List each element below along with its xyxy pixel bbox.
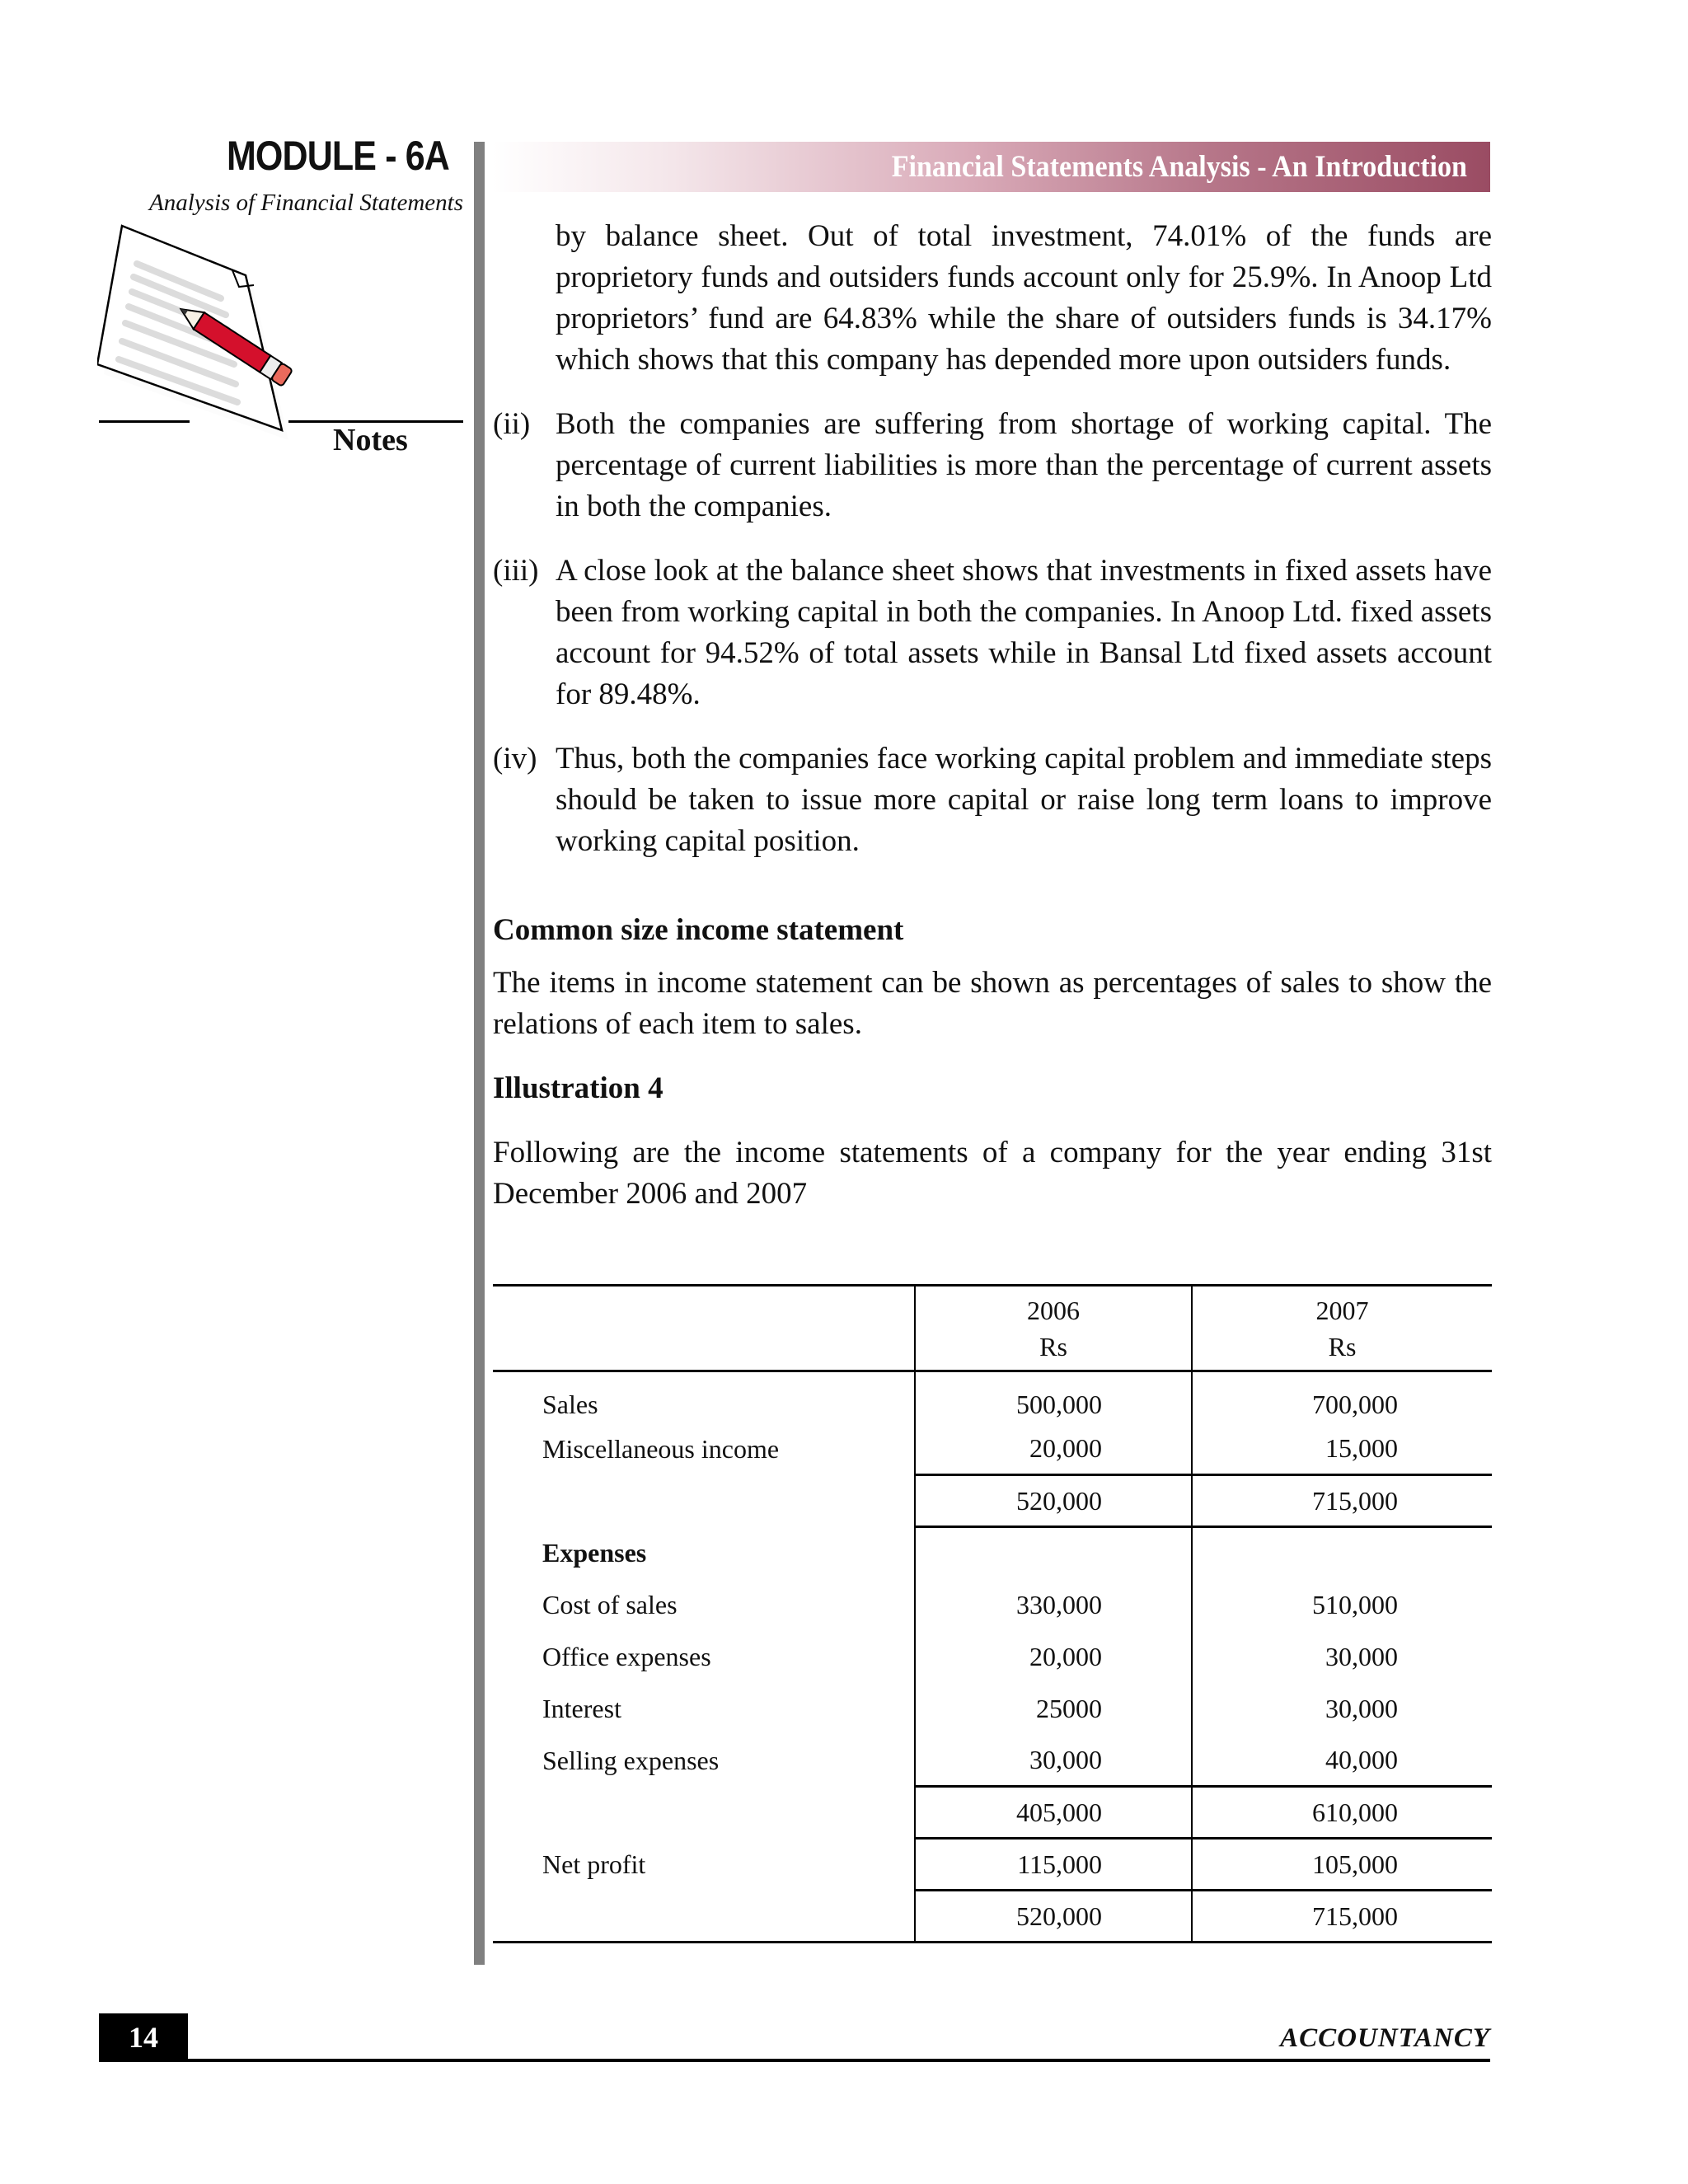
header-cell-2006 — [915, 1286, 1192, 1371]
header-cell-2007 — [1192, 1286, 1492, 1371]
table-row — [493, 1371, 1492, 1423]
column-year: 2006 — [1027, 1295, 1080, 1325]
value-2007: 715,000 — [1192, 1475, 1492, 1527]
value-2006: 405,000 — [915, 1787, 1192, 1839]
continuation-paragraph: by balance sheet. Out of total investment, 74.01% of the funds are proprietory funds and outsiders funds account only for 25.9%. In Anoop Ltd proprietors’ fund are 64.83% while the share of outsiders funds is 34.17% which shows that this company has depended more upon outsiders funds. — [556, 219, 1492, 377]
value-2007: 40,000 — [1192, 1735, 1492, 1787]
row-label — [493, 1787, 915, 1839]
list-item — [493, 404, 1492, 527]
income-statement-table — [493, 1284, 1492, 1943]
list-text: Thus, both the companies face working capital problem and immediate steps should be taken to issue more capital or raise long term loans to improve working capital position. — [556, 742, 1492, 858]
column-year: 2007 — [1315, 1295, 1369, 1325]
page-number: 14 — [99, 2013, 188, 2061]
notes-label: Notes — [333, 423, 408, 457]
illustration-heading: Illustration 4 — [493, 1071, 663, 1105]
table-row-section — [493, 1527, 1492, 1579]
section-paragraph: The items in income statement can be shown as percentages of sales to show the relations of each item to sales. — [493, 966, 1492, 1041]
chapter-title: Financial Statements Analysis - An Introduction — [891, 150, 1467, 184]
notes-divider-left — [99, 420, 190, 423]
table-row-subtotal — [493, 1787, 1492, 1839]
page-content — [493, 216, 1492, 1215]
value-2007: 510,000 — [1192, 1579, 1492, 1631]
value-2006: 20,000 — [915, 1631, 1192, 1683]
value-2006: 115,000 — [915, 1839, 1192, 1891]
module-title: MODULE - 6A — [226, 133, 449, 179]
value-2006: 330,000 — [915, 1579, 1192, 1631]
value-2006: 500,000 — [915, 1371, 1192, 1423]
section-heading: Common size income statement — [493, 913, 904, 947]
list-item — [493, 551, 1492, 715]
chapter-header-band — [493, 142, 1490, 192]
row-label: Net profit — [542, 1849, 646, 1879]
table-row-subtotal — [493, 1475, 1492, 1527]
row-label: Sales — [542, 1390, 598, 1420]
value-2007: 105,000 — [1192, 1839, 1492, 1891]
row-label: Cost of sales — [542, 1589, 678, 1619]
table-row — [493, 1735, 1492, 1787]
row-label — [493, 1891, 915, 1943]
list-number: (iv) — [493, 742, 537, 776]
value-2007: 30,000 — [1192, 1683, 1492, 1735]
value-2007: 30,000 — [1192, 1631, 1492, 1683]
book-title: ACCOUNTANCY — [1280, 2023, 1490, 2053]
table-header-row — [493, 1286, 1492, 1371]
list-number: (iii) — [493, 554, 539, 588]
value-2007: 610,000 — [1192, 1787, 1492, 1839]
margin-divider-bar — [474, 142, 485, 1965]
module-subtitle: Analysis of Financial Statements — [149, 190, 463, 216]
illustration-paragraph: Following are the income statements of a company for the year ending 31st December 2006 and 2007 — [493, 1136, 1492, 1211]
value-2006: 30,000 — [915, 1735, 1192, 1787]
row-label: Office expenses — [542, 1641, 711, 1671]
value-2006: 25000 — [915, 1683, 1192, 1735]
value-2007 — [1192, 1527, 1492, 1579]
notepad-with-pencil-icon — [97, 223, 320, 453]
row-label: Expenses — [542, 1537, 647, 1568]
table-row — [493, 1579, 1492, 1631]
list-text: A close look at the balance sheet shows that investments in fixed assets have been from working capital in both the companies. In Anoop Ltd. fixed assets account for 94.52% of total assets while in Bansal Ltd fixed assets account for 89.48%. — [556, 554, 1492, 711]
table-row-net-profit — [493, 1839, 1492, 1891]
value-2006: 20,000 — [915, 1423, 1192, 1475]
list-number: (ii) — [493, 407, 531, 441]
list-item — [493, 738, 1492, 862]
table-row-total — [493, 1891, 1492, 1943]
header-cell-blank — [493, 1286, 915, 1371]
value-2007: 715,000 — [1192, 1891, 1492, 1943]
value-2006 — [915, 1527, 1192, 1579]
column-unit: Rs — [1328, 1331, 1357, 1361]
column-unit: Rs — [1039, 1331, 1067, 1361]
table-row — [493, 1631, 1492, 1683]
row-label: Selling expenses — [542, 1745, 720, 1775]
row-label: Miscellaneous income — [542, 1433, 780, 1464]
list-text: Both the companies are suffering from shortage of working capital. The percentage of current liabilities is more than the percentage of current assets in both the companies. — [556, 407, 1492, 523]
table-row — [493, 1423, 1492, 1475]
value-2007: 700,000 — [1192, 1371, 1492, 1423]
row-label: Interest — [542, 1693, 621, 1723]
value-2007: 15,000 — [1192, 1423, 1492, 1475]
value-2006: 520,000 — [915, 1891, 1192, 1943]
row-label — [493, 1475, 915, 1527]
value-2006: 520,000 — [915, 1475, 1192, 1527]
table-row — [493, 1683, 1492, 1735]
footer-rule — [99, 2059, 1490, 2062]
